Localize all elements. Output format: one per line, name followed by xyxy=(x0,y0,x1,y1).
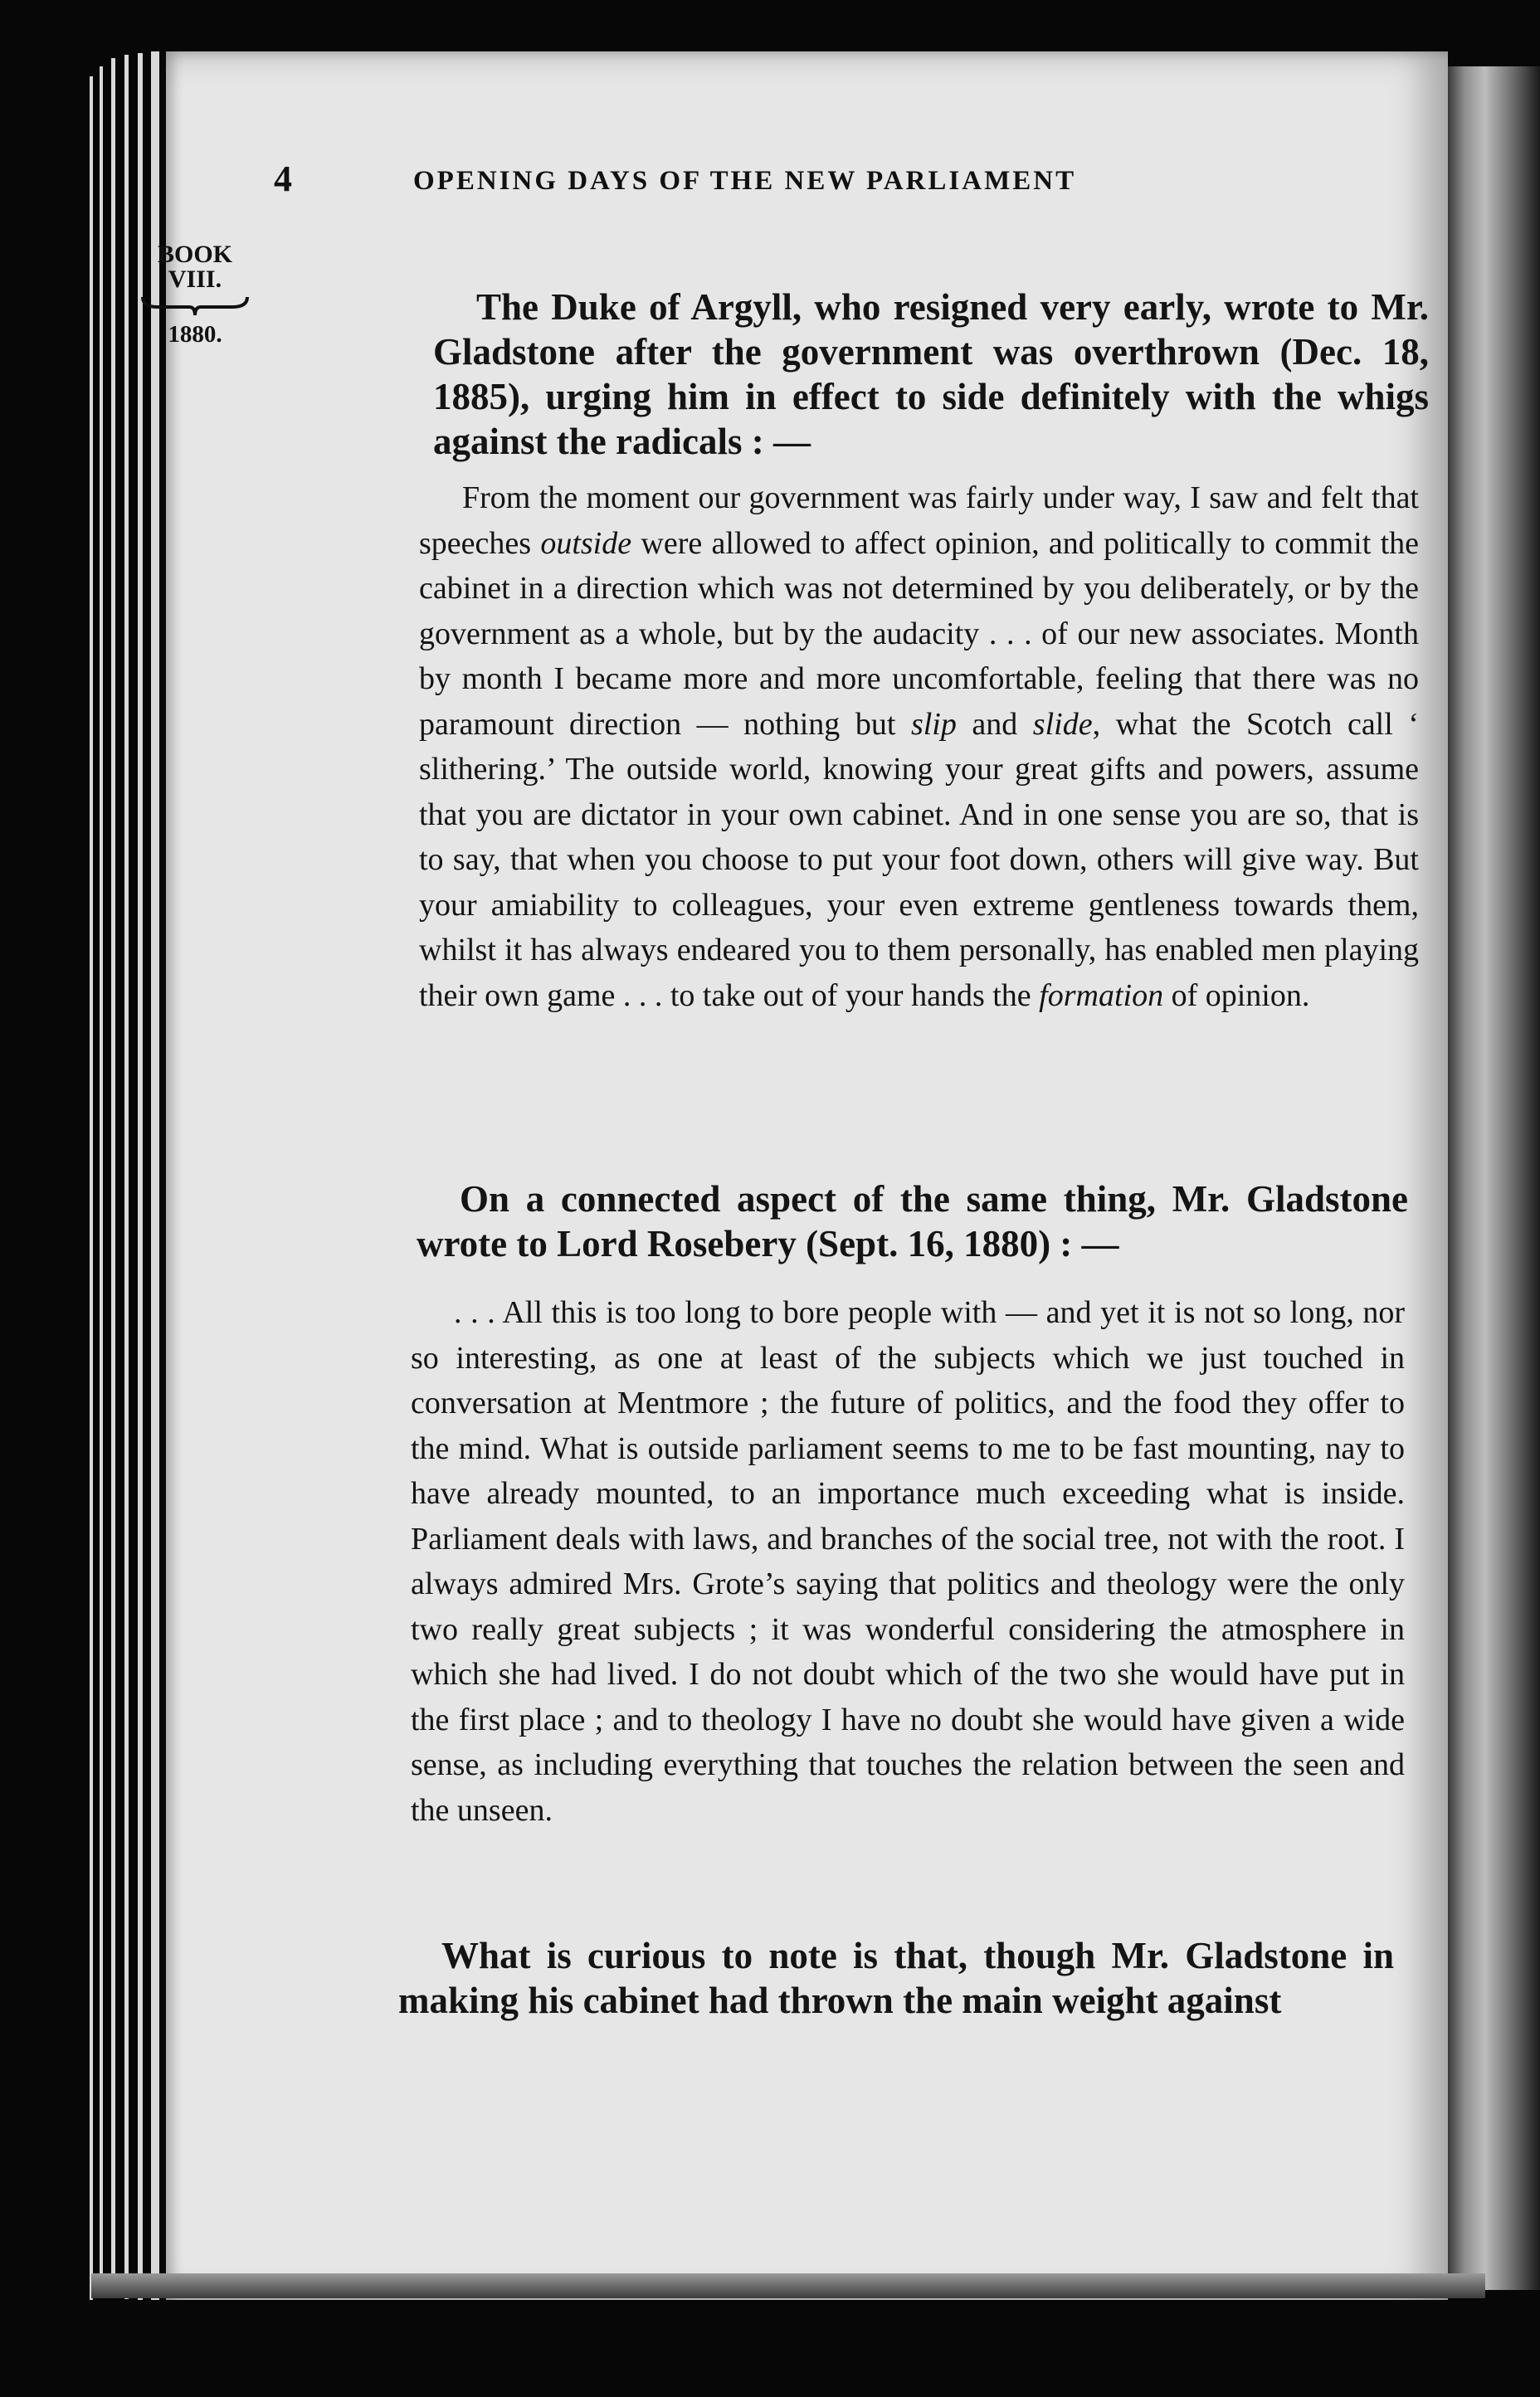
quote-italic: slide xyxy=(1032,706,1093,742)
quote-gladstone-text: . . . All this is too long to bore people with — and yet it is not so long, nor so interesting, as one at least of the subjects which we just touched in conversation at Mentmore ; the future of politics, and the food they offer to the mind. What is outside parliament seems to me to be fast mounting, nay to have already mounted, to an importance much exceeding what is inside. Parliament deals with laws, and branches of the social tree, not with the root. I always admired Mrs. Grote’s saying that politics and theology were the only two really great subjects ; it was wonderful considering the atmosphere in which she had lived. I do not doubt which of the two she would have put in the first place ; and to theology I have no doubt she would have given a wide sense, as including everything that touches the relation between the seen and the unseen. xyxy=(411,1295,1405,1828)
page-edge xyxy=(100,66,103,2298)
quote-text: From the moment our government was fairly under way, I saw and felt that speeches xyxy=(419,480,1419,561)
quote-text: , what the Scotch call ‘ slithering.’ The outside world, knowing your great gifts and powers, assume that you are dictator in your own cabinet. And in one sense you are so, that is to say, that when you choose to put your foot down, others will give way. But your amiability to colleagues, your even extreme gentleness towards them, whilst it has always endeared you to them personally, has enabled men playing their own game . . . to take out of your hands the xyxy=(419,706,1419,1013)
paragraph-rosebery xyxy=(417,1177,1408,1266)
quote-italic: outside xyxy=(540,525,632,561)
page-edge xyxy=(124,55,129,2299)
margin-note xyxy=(133,242,257,347)
paragraph-closing-text: What is curious to note is that, though Mr. Gladstone in making his cabinet had thrown the main weight against xyxy=(398,1935,1394,2021)
paragraph-closing xyxy=(398,1933,1394,2023)
quote-text: and xyxy=(956,706,1033,742)
page-number: 4 xyxy=(274,158,294,199)
quote-text: were allowed to affect opinion, and politically to commit the cabinet in a direction which was not determined by you deliberately, or by the government as a whole, but by the audacity . . . of our new associates. Month by month I became more and more uncomfortable, feeling that there was no paramount direction — nothing but xyxy=(419,525,1420,742)
margin-book: BOOK xyxy=(157,241,232,268)
page-edge xyxy=(151,51,159,2300)
margin-year: 1880. xyxy=(168,321,222,348)
running-title: OPENING DAYS OF THE NEW PARLIAMENT xyxy=(413,166,1077,196)
page-right-edge xyxy=(1448,66,1540,2290)
quote-italic: slip xyxy=(910,706,957,742)
paragraph-intro xyxy=(433,285,1429,464)
quote-italic: formation xyxy=(1039,977,1164,1013)
brace-icon xyxy=(141,295,249,317)
paragraph-rosebery-text: On a connected aspect of the same thing, Mr. Gladstone wrote to Lord Rosebery (Sept. 16, 1880) : — xyxy=(417,1178,1408,1264)
quote-gladstone xyxy=(411,1290,1405,1833)
page-bottom-edge xyxy=(91,2273,1485,2298)
quote-text: of opinion. xyxy=(1163,977,1310,1013)
paragraph-intro-text: The Duke of Argyll, who resigned very early, wrote to Mr. Gladstone after the government was overthrown (Dec. 18, 1885), urging him in effect to side definitely with the whigs against the radicals : — xyxy=(433,286,1429,462)
margin-book-number: VIII. xyxy=(168,266,222,293)
quote-argyll xyxy=(419,475,1419,1018)
page-edge xyxy=(138,53,143,2300)
page-edge xyxy=(111,58,115,2298)
page-edge xyxy=(90,76,93,2300)
